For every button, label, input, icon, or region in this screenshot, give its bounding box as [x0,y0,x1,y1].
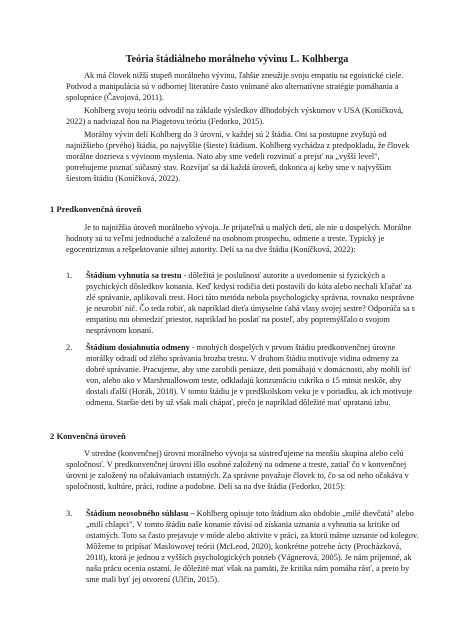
list-item-text: - mnohých dospelých v prvom štádiu predkonvenčnej úrovne morálky odradí od zlého správania hrozba trestu. V druhom štádiu motivuje vidina odmeny za dobré správanie. Pracujeme, aby sme zarobili peniaze, deti pomáhajú v domácnosti, aby mohli ísť von, alebo ako v Marshmallowom teste, odkladajú konzumáciu cukríka o 15 minút neskôr, aby dostali ďalší (Horák, 2018). V tomto štádiu je v predškolskom veku je v poriadku, ak ich motivuje odmena. Staršie deti by už však mali chápať, prečo je napríklad dôležité mať upratanú izbu. [86,343,413,407]
list-item-title: Štádium neosobného súhlasu – [86,509,195,518]
intro-paragraph-3: Morálny vývin delí Kohlberg do 3 úrovní, v každej sú 2 štádia. Oni sa postupne zvyšujú od najnižšieho (prvého) štádia, po najvyššie (šieste) štádium. Kohlberg vychádza z predpokladu, že človek morálne dozrieva s vývinom myslenia. Nato aby sme vedeli rozvinúť a prejsť na „vyšší level", potrebujeme poznať súčasný stav. Rozvíjať sa dá každá úroveň, dokonca aj keby sme v najvyšším šiestom štádiu (Koníčková, 2022). [66,130,410,183]
list-number: 2. [66,343,73,352]
section-1-heading: 1 Predkonvenčná úroveň [50,204,142,214]
list-item-body [86,342,419,408]
list-number: 1. [66,271,73,280]
intro-paragraph-1: Ak má človek nižší stupeň morálneho vývinu, ľahšie zneužije svoju empatiu na egoistické ciele. Podvod a manipulácia sú v odbornej literatúre často vnímané ako alternatívne stratégie pomáhania a spolupráce (Čavojová, 2011). [66,71,404,102]
list-item-body [86,508,419,585]
section-1-text: Je to najnižšia úroveň morálneho vývoja. Je prijateľná u malých detí, ale nie u dospelých. Morálne hodnoty sú tu veľmi jednoduché a založené na osobnom prospechu, odmene a treste. Typický je egocentrizmus a rešpektovanie silnej autority. Delí sa na dve štádia (Koníčková, 2022): [66,223,412,254]
intro-paragraph-2: Kohlberg svoju teóriu odvodil na základe výsledkov dlhodobých výskumov v USA (Koníčková, 2022) a nadviazal ňou na Piagetovu teóriu (Fedorko, 2015). [66,106,404,126]
section-2-text: V stredne (konvenčnej) úrovni morálneho vývoja sa sústreďujeme na menšiu skupina alebo celú spoločnosť. V predkonvenčnej úrovni išlo osobné založený na odmene a treste, zatiaľ čo v konvenčnej úrovni je založený na očakávaniach ostatných. Za správne považuje človek to, čo sa od neho očakáva v spoločnosti, kultúre, práci, rodine a podobne. Delí sa na dve štádia (Fedorko, 2015): [66,449,409,491]
list-item-body [86,270,419,336]
list-item-title: Štádium dosiahnutia odmeny [86,343,190,352]
section-2-heading: 2 Konvenčná úroveň [50,431,126,441]
list-item-text: Kohlberg opisuje toto štádium ako obdobie „milé dievčatá" alebo „milí chlapci". V tomto štádiu naše konanie závisí od získania uznania a vyhnutia sa kritike od ostatných. Toto sa často prejavuje v móde alebo aktivite v práci, za ktorú máme uznanie od kolegov. Môžeme to pripísať Maslowovej teórii (McLeod, 2020), konkrétne potrebe úcty (Procházková, 2018), ktorá je jednou z vyšších psychologických potrieb (Vágnerová, 2005). Je nám príjemné, ak našu prácu ocenia ostatní. Je dôležité mať však na pamäti, že kritika nám pomáha rásť, a preto by sme mali byť jej otvorení (Ulčin, 2015). [86,509,419,584]
list-item-text: - dôležitá je poslušnosť autorite a uvedomenie si fyzických a psychických dôsledkov konania. Keď kedysi rodičia deti postavili do kúta alebo nechali kľačať za zlé správanie, aplikovali trest. Hoci táto metóda nebola psychologicky správna, rovnako nesprávne je neurobiť nič. Čo teda robiť, ak napríklad dieťa úmyselne ťahá vlasy svojej sestre? Odporúča sa s empatiou mu obmedziť priestor, napríklad ho poslať na posteľ, aby popremýšľalo o svojom nesprávnom konaní. [86,271,415,335]
list-item-title: Štádium vyhnutia sa trestu [86,271,182,280]
list-number: 3. [66,509,73,518]
document-title: Teória štádiálneho morálneho vývinu L. Kolhberga [125,54,349,65]
